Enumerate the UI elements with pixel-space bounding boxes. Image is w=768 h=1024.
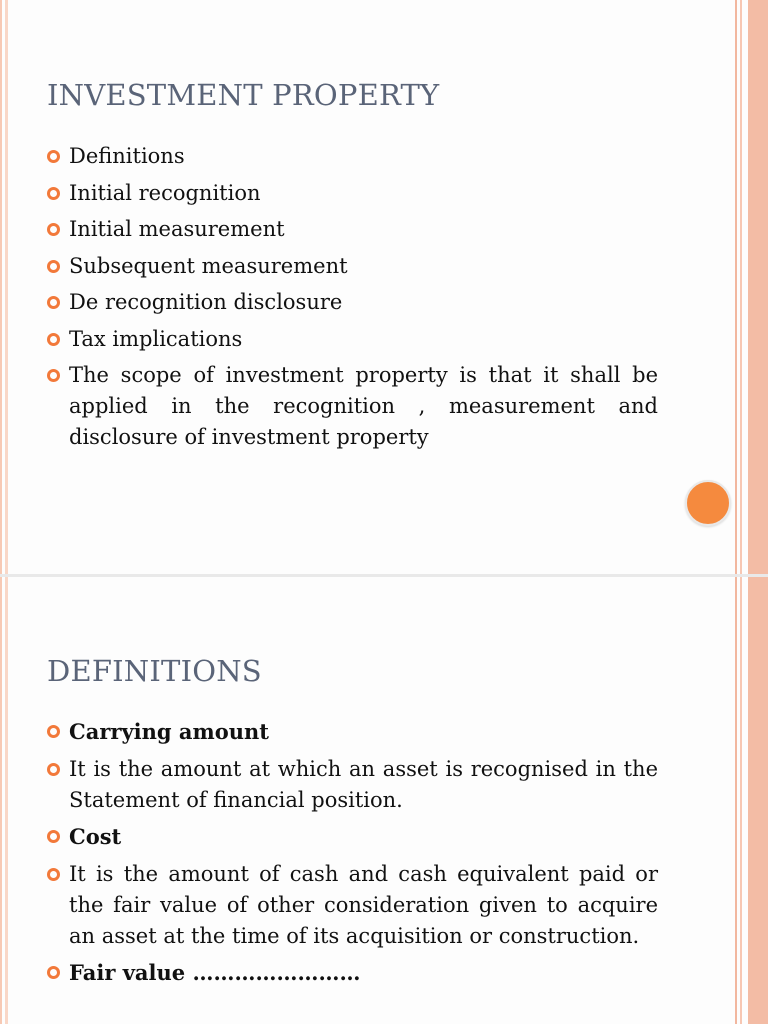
bullet-item [47, 287, 658, 318]
bullet-circle-icon [47, 296, 60, 309]
bullet-circle-icon [47, 333, 60, 346]
bullet-circle-icon [47, 223, 60, 236]
slide-title: DEFINITIONS [47, 654, 262, 688]
bullet-circle-icon [47, 725, 60, 738]
term-cost: Cost [69, 824, 122, 849]
bullet-list [47, 716, 658, 995]
bullet-circle-icon [47, 966, 60, 979]
bullet-circle-icon [47, 763, 60, 776]
left-decorative-stripe [5, 0, 8, 574]
term-carrying-amount: Carrying amount [69, 719, 269, 744]
bullet-item [47, 214, 658, 245]
bullet-text: Tax implications [69, 326, 243, 351]
bullet-item [47, 821, 658, 853]
slide-definitions [0, 577, 768, 1024]
slide-title: INVESTMENT PROPERTY [47, 78, 440, 112]
definition-cost: It is the amount of cash and cash equivalent paid or the fair value of other consideration given to acquire an asset at the time of its acquisition or construction. [69, 861, 658, 948]
bullet-circle-icon [47, 868, 60, 881]
definition-carrying-amount: It is the amount at which an asset is recognised in the Statement of financial position. [69, 756, 658, 812]
bullet-text: Subsequent measurement [69, 253, 348, 278]
bullet-item [47, 251, 658, 282]
bullet-circle-icon [47, 150, 60, 163]
bullet-item [47, 754, 658, 816]
left-decorative-stripe [0, 0, 2, 574]
right-decorative-stripe [740, 577, 742, 1024]
bullet-circle-icon [47, 187, 60, 200]
bullet-text: De recognition disclosure [69, 290, 343, 314]
right-decorative-stripe [735, 577, 737, 1024]
bullet-item [47, 716, 658, 748]
right-decorative-stripe [740, 0, 742, 574]
right-decorative-stripe [735, 0, 737, 574]
bullet-text: The scope of investment property is that it shall be applied in the recognition , measurement and disclosure of investment property [69, 363, 658, 449]
orange-circle-accent [685, 480, 731, 526]
left-decorative-stripe [0, 577, 2, 1024]
bullet-circle-icon [47, 369, 60, 382]
bullet-item [47, 360, 658, 453]
bullet-item [47, 324, 658, 355]
bullet-circle-icon [47, 260, 60, 273]
bullet-text: Initial measurement [69, 217, 285, 241]
bullet-item [47, 859, 658, 952]
bullet-item [47, 178, 658, 209]
term-fair-value: Fair value …………………… [69, 960, 361, 985]
bullet-list [47, 141, 658, 459]
right-decorative-band [748, 0, 768, 574]
bullet-text: Initial recognition [69, 180, 261, 205]
bullet-circle-icon [47, 830, 60, 843]
left-decorative-stripe [5, 577, 8, 1024]
right-decorative-band [748, 577, 768, 1024]
bullet-text: Definitions [69, 144, 185, 168]
bullet-item [47, 957, 658, 989]
bullet-item [47, 141, 658, 172]
